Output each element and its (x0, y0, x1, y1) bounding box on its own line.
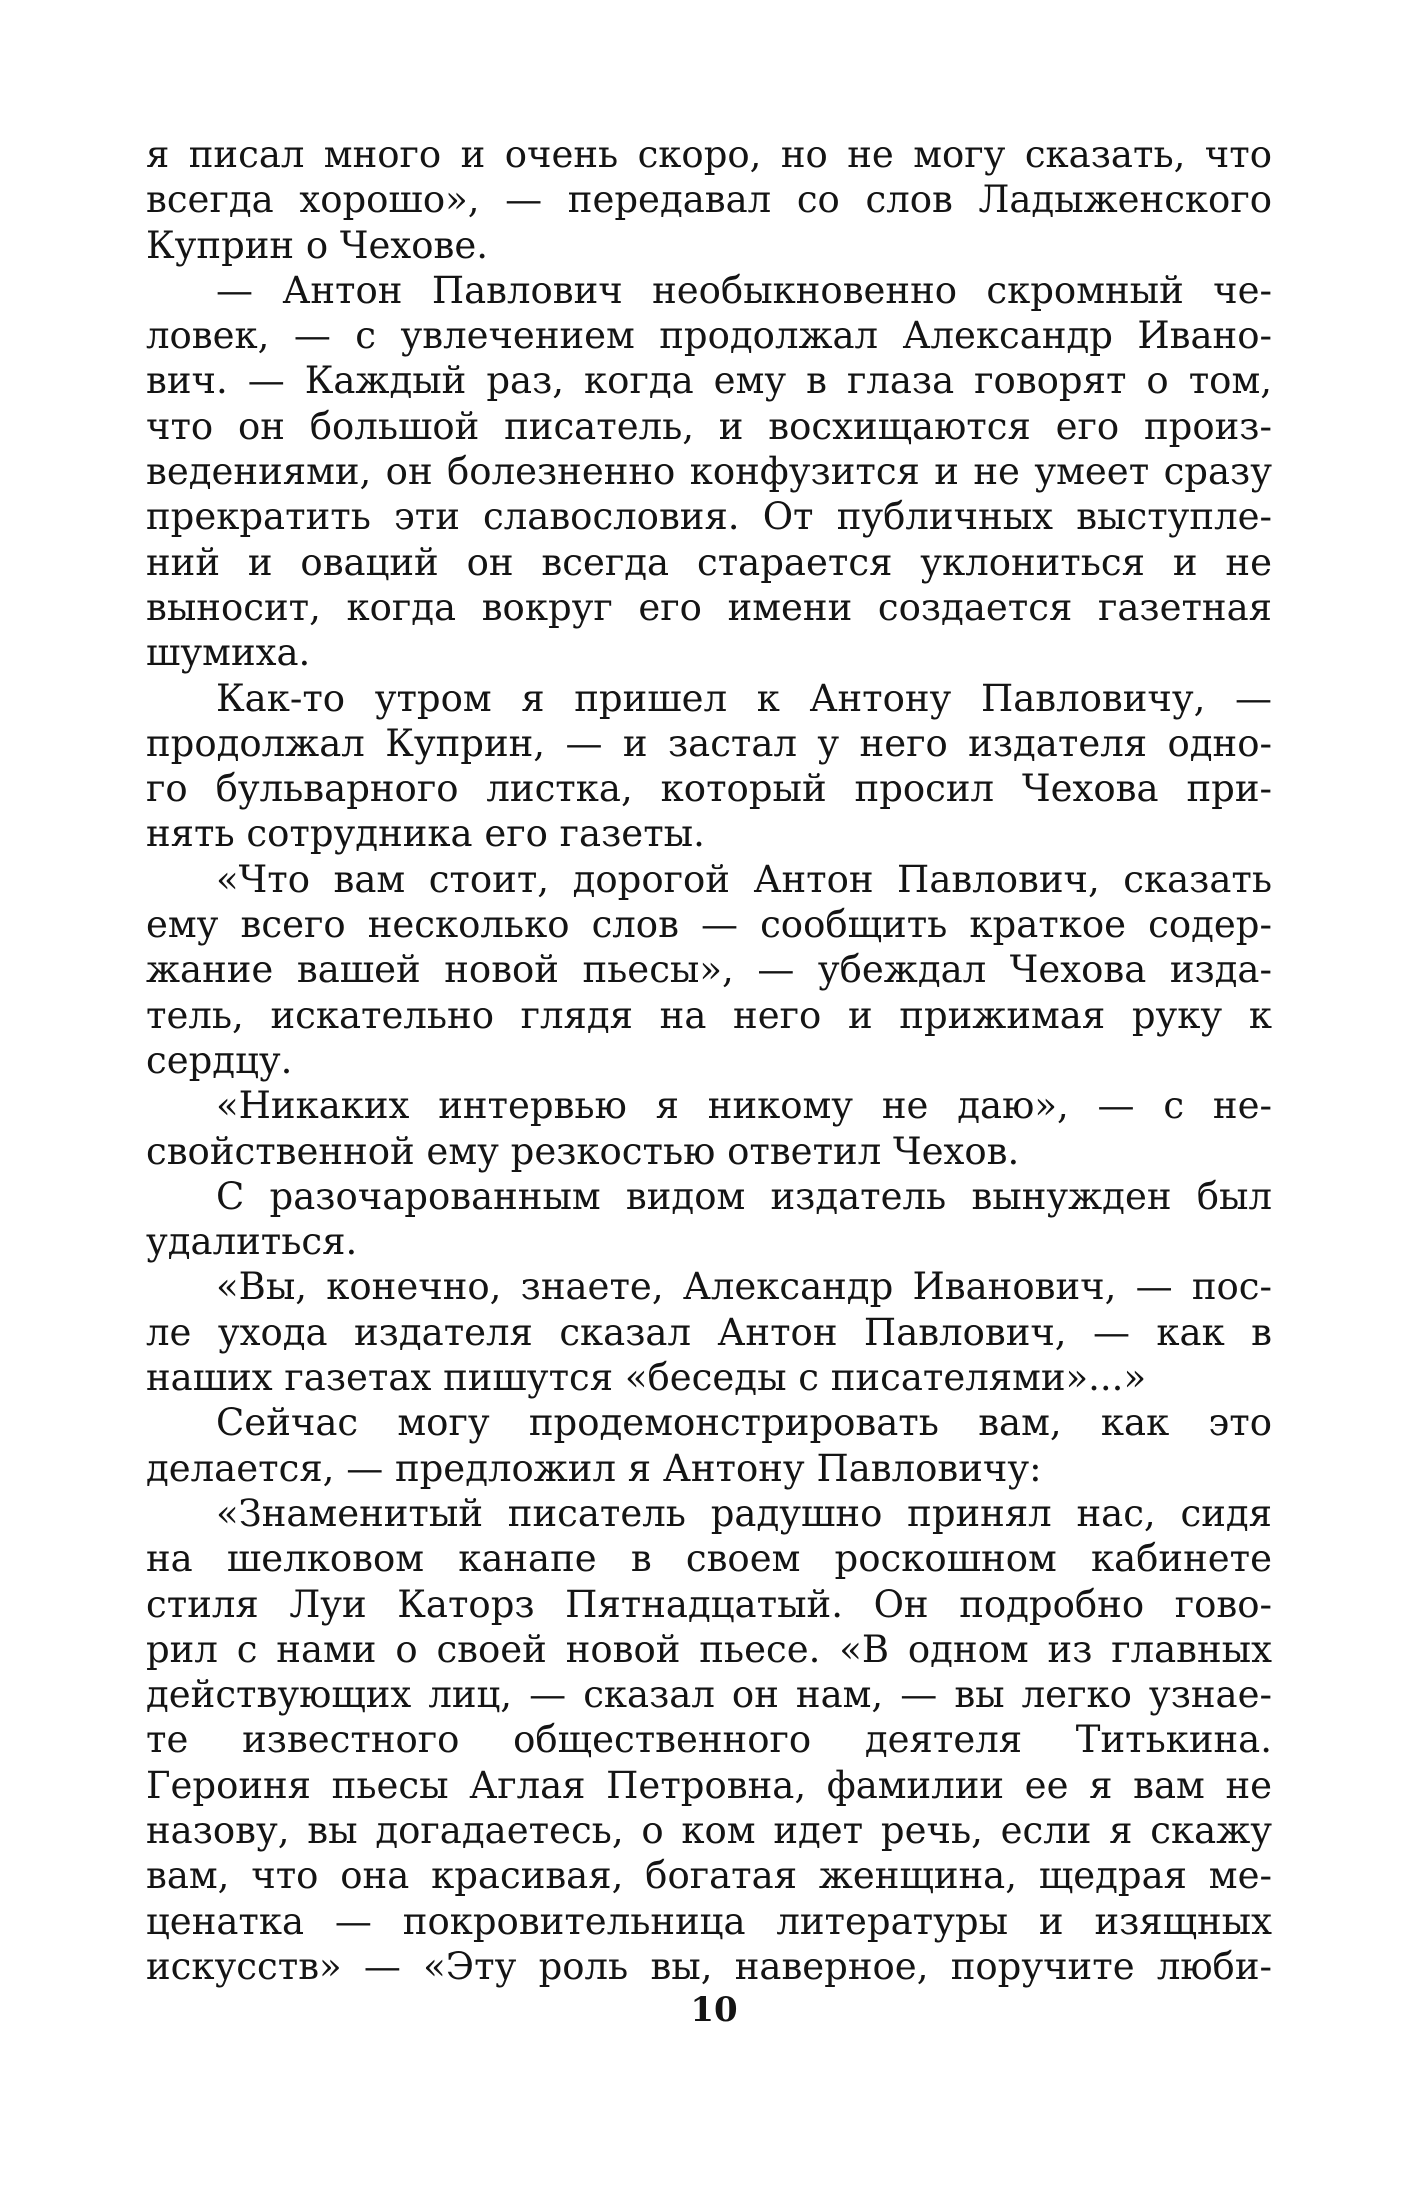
text-line: ценатка — покровительница литературы и изящных (146, 1899, 1272, 1943)
text-line: рил с нами о своей новой пьесе. «В одном из главных (146, 1627, 1272, 1671)
text-line: «Знаменитый писатель радушно принял нас, сидя (216, 1491, 1272, 1535)
text-line: стиля Луи Каторз Пятнадцатый. Он подробно гово- (146, 1582, 1272, 1626)
text-line: С разочарованным видом издатель вынужден был (216, 1174, 1272, 1218)
text-line: сердцу. (146, 1038, 293, 1082)
text-line: прекратить эти славословия. От публичных выступле- (146, 495, 1272, 539)
text-line: нять сотрудника его газеты. (146, 812, 705, 856)
text-line: на шелковом канапе в своем роскошном кабинете (146, 1537, 1272, 1581)
text-line: го бульварного листка, который просил Чехова при- (146, 767, 1272, 811)
text-line: наших газетах пишутся «беседы с писателями»...» (146, 1356, 1147, 1400)
text-line: «Что вам стоит, дорогой Антон Павлович, сказать (216, 857, 1272, 901)
text-line: «Вы, конечно, знаете, Александр Иванович, — пос- (216, 1265, 1272, 1309)
text-line: Как-то утром я пришел к Антону Павловичу, — (216, 676, 1272, 720)
text-line: выносит, когда вокруг его имени создается газетная (146, 585, 1272, 629)
text-line: вич. — Каждый раз, когда ему в глаза говорят о том, (146, 359, 1272, 403)
text-line: назову, вы догадаетесь, о ком идет речь, если я скажу (146, 1808, 1272, 1852)
text-line: ему всего несколько слов — сообщить краткое содер- (146, 903, 1272, 947)
text-line: свойственной ему резкостью ответил Чехов. (146, 1129, 1020, 1173)
text-line: Сейчас могу продемонстрировать вам, как это (216, 1401, 1272, 1445)
text-line: что он большой писатель, и восхищаются его произ- (146, 404, 1272, 448)
text-line: я писал много и очень скоро, но не могу сказать, что (146, 133, 1272, 176)
text-line: искусств» — «Эту роль вы, наверное, поручите люби- (146, 1944, 1272, 1988)
page-number: 10 (690, 1990, 738, 2030)
text-line: всегда хорошо», — передавал со слов Ладыженского (146, 178, 1272, 222)
text-line: ловек, — с увлечением продолжал Александр Ивано- (146, 314, 1272, 358)
text-line: действующих лиц, — сказал он нам, — вы легко узнае- (146, 1673, 1272, 1717)
text-line: те известного общественного деятеля Титькина. (146, 1718, 1272, 1762)
text-line: — Антон Павлович необыкновенно скромный че- (216, 268, 1272, 312)
text-line: ний и оваций он всегда старается уклониться и не (146, 540, 1272, 584)
text-line: жание вашей новой пьесы», — убеждал Чехова изда- (146, 948, 1272, 992)
page-body (146, 132, 1272, 1989)
text-line: делается, — предложил я Антону Павловичу: (146, 1446, 1042, 1490)
text-line: ле ухода издателя сказал Антон Павлович, — как в (146, 1310, 1272, 1354)
text-line: шумиха. (146, 631, 311, 675)
text-line: удалиться. (146, 1220, 358, 1264)
text-line: Героиня пьесы Аглая Петровна, фамилии ее я вам не (146, 1763, 1272, 1807)
text-line: Куприн о Чехове. (146, 223, 488, 267)
text-line: вам, что она красивая, богатая женщина, щедрая ме- (146, 1854, 1272, 1898)
text-line: продолжал Куприн, — и застал у него издателя одно- (146, 721, 1272, 765)
text-line: «Никаких интервью я никому не даю», — с не- (216, 1084, 1272, 1128)
text-line: ведениями, он болезненно конфузится и не умеет сразу (146, 450, 1272, 494)
text-line: тель, искательно глядя на него и прижимая руку к (146, 993, 1272, 1037)
